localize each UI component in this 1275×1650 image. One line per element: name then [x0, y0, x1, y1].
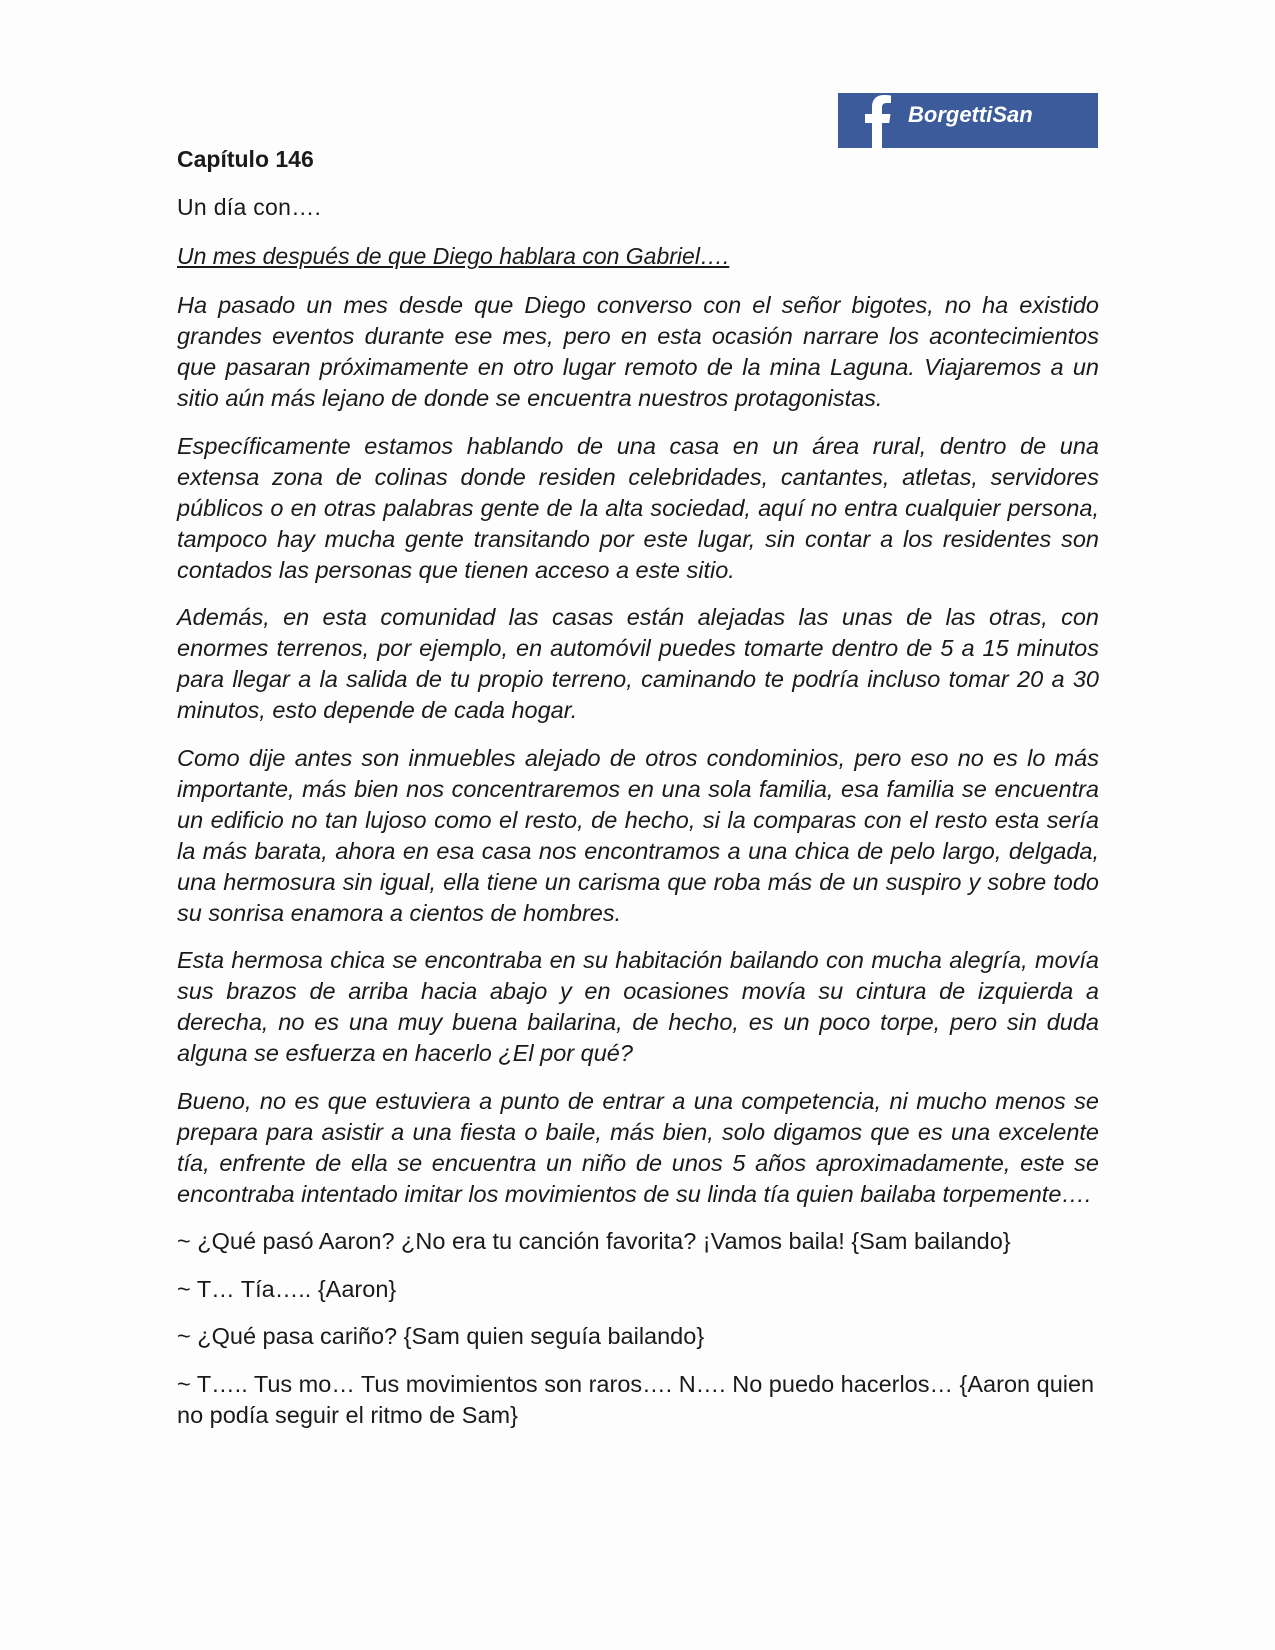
narrative-paragraph: Esta hermosa chica se encontraba en su habitación bailando con mucha alegría, movía sus brazos de arriba hacia abajo y en ocasiones movía su cintura de izquierda a derecha, no es una muy buena bailarina, de hecho, es un poco torpe, pero sin duda alguna se esfuerza en hacerlo ¿El por qué?	[177, 947, 1099, 1066]
narrative-paragraph: Bueno, no es que estuviera a punto de entrar a una competencia, ni mucho menos se prepara para asistir a una fiesta o baile, más bien, solo digamos que es una excelente tía, enfrente de ella se encuentra un niño de unos 5 años aproximadamente, este se encontraba intentado imitar los movimientos de su linda tía quien bailaba torpemente….	[177, 1087, 1099, 1207]
dialogue-line: ~ T… Tía….. {Aaron}	[177, 1275, 397, 1302]
dialogue-line: ~ ¿Qué pasó Aaron? ¿No era tu canción favorita? ¡Vamos baila! {Sam bailando}	[177, 1228, 1011, 1254]
narrative-paragraph: Además, en esta comunidad las casas están alejadas las unas de las otras, con enormes terrenos, por ejemplo, en automóvil puedes tomarte dentro de 5 a 15 minutos para llegar a la salida de tu propio terreno, caminando te podría incluso tomar 20 a 30 minutos, esto depende de cada hogar.	[177, 604, 1099, 723]
dialogue-line: ~ ¿Qué pasa cariño? {Sam quien seguía bailando}	[177, 1323, 705, 1349]
dialogue-line: ~ T….. Tus mo… Tus movimientos son raros…. N…. No puedo hacerlos… {Aaron quien no podía seguir el ritmo de Sam}	[177, 1370, 1095, 1428]
narrative-paragraph: Ha pasado un mes desde que Diego converso con el señor bigotes, no ha existido grandes eventos durante ese mes, pero en esta ocasión narrare los acontecimientos que pasaran próximamente en otro lugar remoto de la mina Laguna. Viajaremos a un sitio aún más lejano de donde se encuentra nuestros protagonistas.	[177, 292, 1099, 411]
chapter-subtitle: Un día con….	[177, 194, 322, 220]
timeline-heading: Un mes después de que Diego hablara con Gabriel….	[177, 243, 730, 269]
facebook-badge[interactable]	[838, 93, 1098, 148]
chapter-title: Capítulo 146	[177, 146, 314, 172]
narrative-paragraph: Como dije antes son inmuebles alejado de otros condominios, pero eso no es lo más importante, más bien nos concentraremos en una sola familia, esa familia se encuentra un edificio no tan lujoso como el resto, de hecho, si la comparas con el resto esta sería la más barata, ahora en esa casa nos encontramos a una chica de pelo largo, delgada, una hermosura sin igual, ella tiene un carisma que roba más de un suspiro y sobre todo su sonrisa enamora a cientos de hombres.	[177, 744, 1099, 926]
facebook-username: BorgettiSan	[908, 101, 1033, 127]
narrative-paragraph: Específicamente estamos hablando de una casa en un área rural, dentro de una extensa zona de colinas donde residen celebridades, cantantes, atletas, servidores públicos o en otras palabras gente de la alta sociedad, aquí no entra cualquier persona, tampoco hay mucha gente transitando por este lugar, sin contar a los residentes son contados las personas que tienen acceso a este sitio.	[177, 432, 1099, 583]
chapter-body	[177, 290, 1099, 1447]
facebook-icon	[858, 93, 898, 148]
